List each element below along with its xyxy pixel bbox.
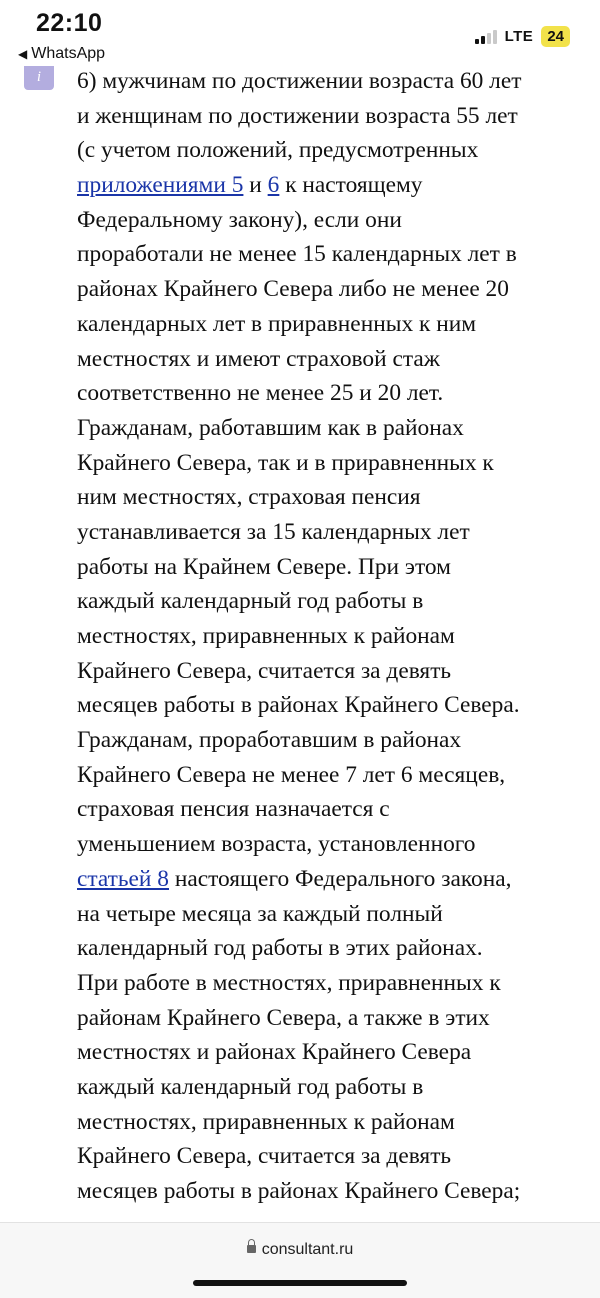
home-indicator[interactable] xyxy=(193,1280,407,1286)
text-line: Крайнего Севера, считается за девять xyxy=(77,1143,452,1170)
text-line: каждый календарный год работы в xyxy=(77,1073,424,1100)
text-line: месяцев работы в районах Крайнего Севера; xyxy=(77,1178,521,1204)
text-line: страховая пенсия назначается с xyxy=(77,796,390,823)
text-line: Федеральному закону), если они xyxy=(77,206,402,233)
link-article-8[interactable]: статьей 8 xyxy=(77,865,169,892)
text-line: Крайнего Севера не менее 7 лет 6 месяцев, xyxy=(77,761,506,788)
text-line: (с учетом положений, предусмотренных xyxy=(77,137,479,164)
status-bar xyxy=(0,0,600,66)
text-line: и женщинам по достижении возраста 55 лет xyxy=(77,102,518,129)
text-line: местностях, приравненных к районам xyxy=(77,1108,455,1135)
url-display[interactable] xyxy=(0,1241,600,1259)
text-line: районах Крайнего Севера либо не менее 20 xyxy=(77,276,509,303)
text-line: районам Крайнего Севера, а также в этих xyxy=(77,1004,490,1031)
text-line: 6) мужчинам по достижении возраста 60 лет xyxy=(77,68,522,94)
text-line: Гражданам, проработавшим в районах xyxy=(77,727,462,754)
info-icon[interactable] xyxy=(24,64,54,90)
text-fragment: настоящего Федерального закона, xyxy=(169,865,512,892)
link-appendices-5[interactable]: приложениями 5 xyxy=(77,172,244,199)
back-triangle-icon: ◀ xyxy=(18,47,28,61)
text-line: местностях и имеют страховой стаж xyxy=(77,345,440,372)
text-line: устанавливается за 15 календарных лет xyxy=(77,518,470,545)
text-line: на четыре месяца за каждый полный xyxy=(77,900,443,927)
url-text: consultant.ru xyxy=(261,1241,354,1258)
text-fragment: к настоящему xyxy=(279,172,423,199)
back-to-app-button[interactable] xyxy=(18,45,105,63)
battery-level-badge: 24 xyxy=(541,26,570,47)
status-time: 22:10 xyxy=(36,9,103,37)
text-line: месяцев работы в районах Крайнего Севера. xyxy=(77,692,520,719)
status-indicators xyxy=(475,26,570,47)
text-line: уменьшением возраста, установленного xyxy=(77,831,476,858)
text-line: каждый календарный год работы в xyxy=(77,588,424,615)
text-line: соответственно не менее 25 и 20 лет. xyxy=(77,380,444,407)
text-line: Гражданам, работавшим как в районах xyxy=(77,414,464,441)
text-line: календарных лет в приравненных к ним xyxy=(77,310,477,337)
signal-strength-icon xyxy=(475,30,497,44)
text-line: местностях и районах Крайнего Севера xyxy=(77,1039,472,1066)
text-line: работы на Крайнем Севере. При этом xyxy=(77,553,451,580)
text-line xyxy=(77,862,587,897)
text-line xyxy=(77,168,587,203)
text-line: проработали не менее 15 календарных лет в xyxy=(77,241,517,268)
text-line: ним местностях, страховая пенсия xyxy=(77,484,421,511)
lock-icon xyxy=(247,1245,256,1253)
network-type-label: LTE xyxy=(504,28,534,45)
back-app-label: WhatsApp xyxy=(31,45,106,62)
info-marker-label: i xyxy=(36,68,42,85)
text-line: При работе в местностях, приравненных к xyxy=(77,969,501,996)
text-line: местностях, приравненных к районам xyxy=(77,623,455,649)
link-appendix-6[interactable]: 6 xyxy=(267,172,280,199)
text-fragment: и xyxy=(243,172,268,199)
browser-address-bar[interactable] xyxy=(0,1222,600,1298)
document-text xyxy=(77,64,587,1209)
text-line: Крайнего Севера, так и в приравненных к xyxy=(77,449,494,476)
text-line: Крайнего Севера, считается за девять xyxy=(77,657,452,684)
text-line: календарный год работы в этих районах. xyxy=(77,935,483,962)
